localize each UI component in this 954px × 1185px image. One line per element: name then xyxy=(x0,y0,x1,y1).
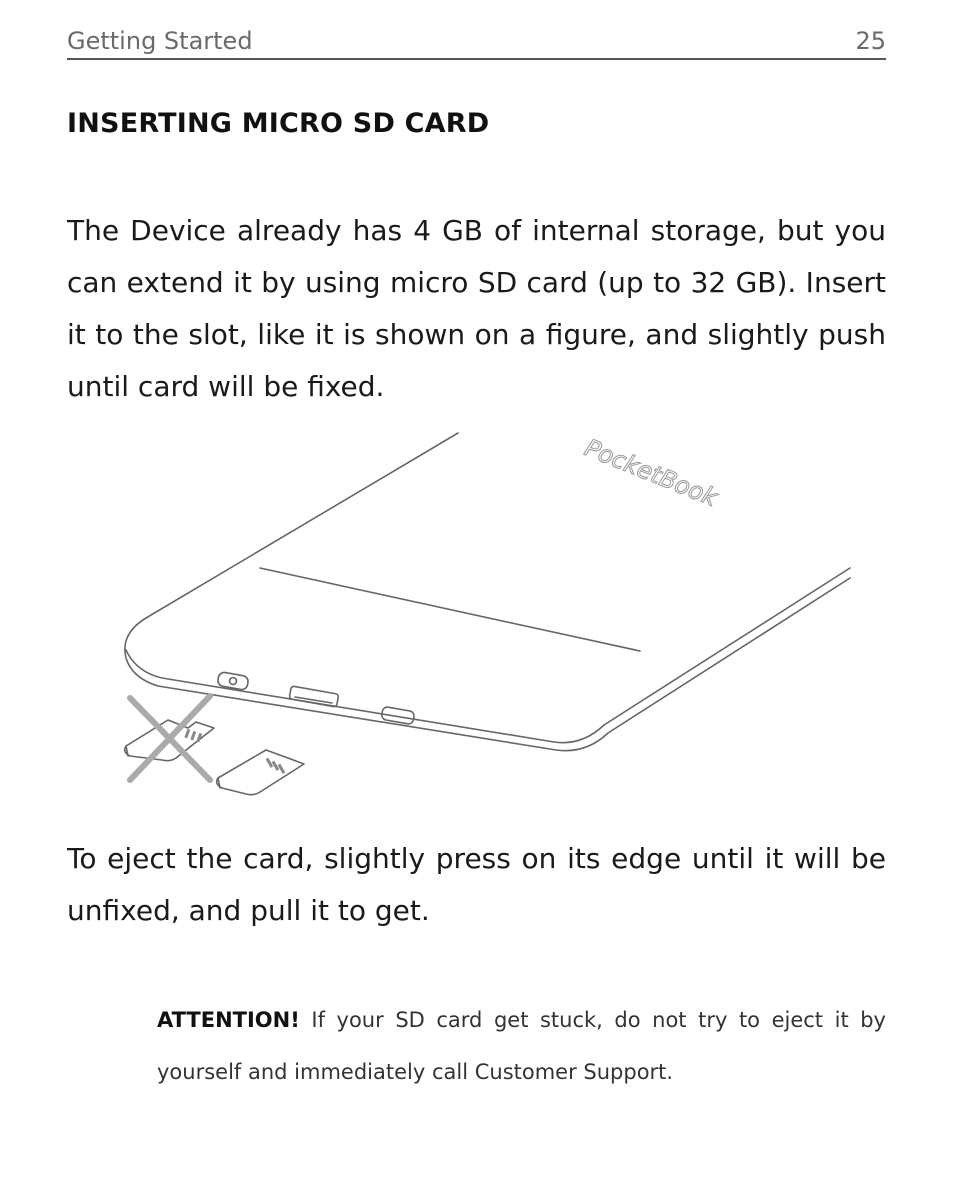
intro-paragraph: The Device already has 4 GB of internal storage, but you can extend it by using micro SD card (up to 32 GB). Insert it to the slot, like it is shown on a figure, and slightly push until card will be fixed. xyxy=(67,214,886,403)
card-correct-orientation xyxy=(217,750,304,795)
sd-card-illustration xyxy=(118,428,854,804)
device-inner-edge xyxy=(126,568,850,743)
attention-note xyxy=(157,994,886,1098)
page-header xyxy=(67,26,886,60)
brand-logo-text: PocketBook xyxy=(580,433,722,513)
device-outline xyxy=(125,433,850,751)
attention-label: ATTENTION! xyxy=(157,1008,300,1032)
eject-paragraph: To eject the card, slightly press on its edge until it will be unfixed, and pull it to get. xyxy=(67,842,886,927)
attention-text: If your SD card get stuck, do not try to eject it by yourself and immediately call Customer Support. xyxy=(157,1008,886,1084)
section-title: Getting Started xyxy=(67,27,253,55)
page-title: INSERTING MICRO SD CARD xyxy=(67,108,490,139)
bezel-line xyxy=(260,568,640,651)
page-number: 25 xyxy=(855,27,886,55)
